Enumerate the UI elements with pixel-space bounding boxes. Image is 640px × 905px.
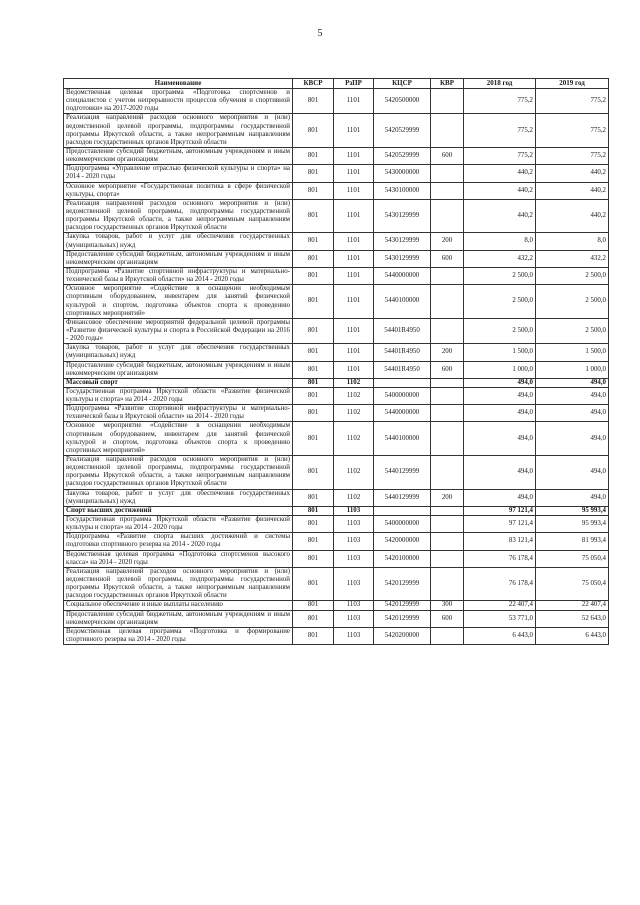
row-kvr xyxy=(431,267,464,284)
row-rzpr: 1103 xyxy=(334,601,374,610)
row-rzpr: 1101 xyxy=(334,267,374,284)
row-kvr xyxy=(431,550,464,567)
row-kcsr: 5400000000 xyxy=(374,516,431,533)
row-rzpr: 1103 xyxy=(334,516,374,533)
row-kvr: 300 xyxy=(431,601,464,610)
row-kcsr: 5440000000 xyxy=(374,405,431,422)
row-kcsr: 5420529999 xyxy=(374,114,431,148)
row-kvr: 600 xyxy=(431,250,464,267)
row-kvr xyxy=(431,422,464,456)
row-kvsr: 801 xyxy=(293,114,334,148)
row-kvsr: 801 xyxy=(293,250,334,267)
table-row xyxy=(64,378,609,387)
row-amount-2018: 494,0 xyxy=(464,378,536,387)
row-kvr xyxy=(431,182,464,199)
table-row xyxy=(64,610,609,627)
row-rzpr: 1101 xyxy=(334,199,374,233)
table-row xyxy=(64,405,609,422)
row-kvr xyxy=(431,567,464,601)
row-name: Государственная программа Иркутской области «Развитие физической культуры и спорта» на 2014 - 2020 годы xyxy=(64,387,293,404)
table-row xyxy=(64,285,609,319)
row-rzpr: 1102 xyxy=(334,387,374,404)
row-rzpr: 1101 xyxy=(334,114,374,148)
row-amount-2018: 494,0 xyxy=(464,489,536,506)
row-name: Реализация направлений расходов основного мероприятия и (или) ведомственной целевой программы, подпрограммы государственной программы Иркутской области, а также непрограммным направлениям расходов государственных органов Иркутской области xyxy=(64,456,293,490)
table-row xyxy=(64,147,609,164)
row-kvr xyxy=(431,114,464,148)
row-amount-2018: 775,2 xyxy=(464,89,536,114)
row-kcsr: 5420529999 xyxy=(374,147,431,164)
header-kvr: КВР xyxy=(431,79,464,89)
row-kcsr: 5440100000 xyxy=(374,422,431,456)
row-amount-2018: 494,0 xyxy=(464,456,536,490)
row-rzpr: 1102 xyxy=(334,422,374,456)
table-row xyxy=(64,550,609,567)
row-amount-2019: 8,0 xyxy=(536,233,609,250)
row-rzpr: 1103 xyxy=(334,506,374,515)
table-body xyxy=(64,89,609,645)
row-kvsr: 801 xyxy=(293,89,334,114)
header-kvsr: КВСР xyxy=(293,79,334,89)
row-kcsr: 5420200000 xyxy=(374,627,431,644)
row-kvsr: 801 xyxy=(293,489,334,506)
row-rzpr: 1102 xyxy=(334,378,374,387)
row-kvsr: 801 xyxy=(293,147,334,164)
page-number: 5 xyxy=(317,28,323,39)
row-kvsr: 801 xyxy=(293,165,334,182)
row-kcsr: 5430129999 xyxy=(374,250,431,267)
row-rzpr: 1101 xyxy=(334,165,374,182)
table-row xyxy=(64,344,609,361)
row-name: Ведомственная целевая программа «Подготовка спортсменов и специалистов с учетом непрерывности процессов обучения и спортивной подготовки» на 2017-2020 годы xyxy=(64,89,293,114)
row-kvsr: 801 xyxy=(293,567,334,601)
table-row xyxy=(64,387,609,404)
row-amount-2019: 775,2 xyxy=(536,114,609,148)
row-kvsr: 801 xyxy=(293,285,334,319)
row-rzpr: 1101 xyxy=(334,182,374,199)
row-kvr xyxy=(431,387,464,404)
row-amount-2018: 1 500,0 xyxy=(464,344,536,361)
row-amount-2018: 440,2 xyxy=(464,199,536,233)
table-row xyxy=(64,567,609,601)
row-rzpr: 1103 xyxy=(334,627,374,644)
row-amount-2019: 494,0 xyxy=(536,489,609,506)
table-row xyxy=(64,489,609,506)
row-amount-2018: 2 500,0 xyxy=(464,267,536,284)
row-amount-2019: 2 500,0 xyxy=(536,285,609,319)
row-kcsr: 5430000000 xyxy=(374,165,431,182)
row-amount-2019: 6 443,0 xyxy=(536,627,609,644)
row-kvr xyxy=(431,533,464,550)
row-amount-2018: 432,2 xyxy=(464,250,536,267)
row-amount-2018: 97 121,4 xyxy=(464,516,536,533)
row-amount-2019: 2 500,0 xyxy=(536,267,609,284)
row-kvsr: 801 xyxy=(293,627,334,644)
row-name: Предоставление субсидий бюджетным, автономным учреждениям и иным некоммерческим организациям xyxy=(64,610,293,627)
row-name: Закупка товаров, работ и услуг для обеспечения государственных (муниципальных) нужд xyxy=(64,344,293,361)
row-kcsr: 5440000000 xyxy=(374,267,431,284)
row-kcsr: 5430100000 xyxy=(374,182,431,199)
row-name: Ведомственная целевая программа «Подготовка спортсменов высокого класса» на 2014 - 2020 годы xyxy=(64,550,293,567)
row-amount-2019: 440,2 xyxy=(536,165,609,182)
row-amount-2019: 75 050,4 xyxy=(536,550,609,567)
row-name: Реализация направлений расходов основного мероприятия и (или) ведомственной целевой программы, подпрограммы государственной программы Иркутской области, а также непрограммным направлениям расходов государственных органов Иркутской области xyxy=(64,114,293,148)
row-amount-2018: 83 121,4 xyxy=(464,533,536,550)
row-name: Государственная программа Иркутской области «Развитие физической культуры и спорта» на 2014 - 2020 годы xyxy=(64,516,293,533)
row-kcsr: 5440129999 xyxy=(374,489,431,506)
row-kvsr: 801 xyxy=(293,267,334,284)
row-kvsr: 801 xyxy=(293,344,334,361)
row-rzpr: 1103 xyxy=(334,567,374,601)
header-2019: 2019 год xyxy=(536,79,609,89)
header-2018: 2018 год xyxy=(464,79,536,89)
row-name: Предоставление субсидий бюджетным, автономным учреждениям и иным некоммерческим организациям xyxy=(64,361,293,378)
row-amount-2018: 97 121,4 xyxy=(464,506,536,515)
row-kvsr: 801 xyxy=(293,199,334,233)
row-kcsr: 5420000000 xyxy=(374,533,431,550)
table-row xyxy=(64,89,609,114)
row-name: Реализация направлений расходов основного мероприятия и (или) ведомственной целевой программы, подпрограммы государственной программы Иркутской области, а также непрограммным направлениям расходов государственных органов Иркутской области xyxy=(64,567,293,601)
row-amount-2018: 494,0 xyxy=(464,405,536,422)
row-amount-2019: 494,0 xyxy=(536,405,609,422)
row-kvr xyxy=(431,516,464,533)
row-kvr: 200 xyxy=(431,489,464,506)
row-rzpr: 1101 xyxy=(334,147,374,164)
row-kvsr: 801 xyxy=(293,456,334,490)
row-name: Массовый спорт xyxy=(64,378,293,387)
row-kvsr: 801 xyxy=(293,361,334,378)
row-amount-2019: 1 500,0 xyxy=(536,344,609,361)
row-amount-2018: 22 407,4 xyxy=(464,601,536,610)
row-name: Предоставление субсидий бюджетным, автономным учреждениям и иным некоммерческим организациям xyxy=(64,147,293,164)
table-row xyxy=(64,456,609,490)
row-name: Основное мероприятие «Содействие в оснащении необходимым спортивным оборудованием, инвентарем для занятий физической культурой и спортом, подготовка объектов спорта к проведению спортивных мероприятий» xyxy=(64,422,293,456)
row-rzpr: 1101 xyxy=(334,285,374,319)
row-amount-2018: 494,0 xyxy=(464,387,536,404)
row-kvsr: 801 xyxy=(293,550,334,567)
table-row xyxy=(64,267,609,284)
row-amount-2018: 494,0 xyxy=(464,422,536,456)
row-kvr xyxy=(431,405,464,422)
row-rzpr: 1101 xyxy=(334,361,374,378)
table-row xyxy=(64,165,609,182)
row-name: Подпрограмма «Развитие спорта высших достижений и системы подготовки спортивного резерва на 2014 - 2020 годы xyxy=(64,533,293,550)
row-amount-2019: 494,0 xyxy=(536,387,609,404)
row-kvr xyxy=(431,165,464,182)
row-amount-2018: 53 771,0 xyxy=(464,610,536,627)
table-row xyxy=(64,182,609,199)
row-amount-2019: 775,2 xyxy=(536,89,609,114)
row-kcsr: 5440100000 xyxy=(374,285,431,319)
row-amount-2019: 775,2 xyxy=(536,147,609,164)
row-name: Социальное обеспечение и иные выплаты населению xyxy=(64,601,293,610)
row-kvr xyxy=(431,318,464,343)
row-amount-2018: 775,2 xyxy=(464,114,536,148)
table-row xyxy=(64,601,609,610)
row-amount-2019: 494,0 xyxy=(536,456,609,490)
table-row xyxy=(64,422,609,456)
row-kcsr: 54401R4950 xyxy=(374,318,431,343)
row-rzpr: 1101 xyxy=(334,344,374,361)
row-kvr: 600 xyxy=(431,610,464,627)
row-amount-2019: 95 993,4 xyxy=(536,516,609,533)
row-name: Ведомственная целевая программа «Подготовка и формирование спортивного резерва на 2014 - 2020 годы xyxy=(64,627,293,644)
row-amount-2018: 775,2 xyxy=(464,147,536,164)
row-rzpr: 1101 xyxy=(334,233,374,250)
row-kvsr: 801 xyxy=(293,378,334,387)
row-kcsr: 5420129999 xyxy=(374,601,431,610)
row-kcsr: 5420500000 xyxy=(374,89,431,114)
row-amount-2019: 2 500,0 xyxy=(536,318,609,343)
row-kvsr: 801 xyxy=(293,405,334,422)
row-rzpr: 1103 xyxy=(334,610,374,627)
row-kvsr: 801 xyxy=(293,233,334,250)
table-row xyxy=(64,114,609,148)
row-kvr xyxy=(431,506,464,515)
row-amount-2018: 76 178,4 xyxy=(464,550,536,567)
row-kvr xyxy=(431,199,464,233)
row-kvr xyxy=(431,456,464,490)
row-amount-2018: 1 000,0 xyxy=(464,361,536,378)
header-name: Наименование xyxy=(64,79,293,89)
row-amount-2018: 2 500,0 xyxy=(464,285,536,319)
row-amount-2018: 8,0 xyxy=(464,233,536,250)
table-row xyxy=(64,516,609,533)
row-kvr: 200 xyxy=(431,344,464,361)
row-rzpr: 1102 xyxy=(334,456,374,490)
row-name: Финансовое обеспечение мероприятий федеральной целевой программы «Развитие физической культуры и спорта в Российской Федерации на 2016 - 2020 годы» xyxy=(64,318,293,343)
row-kvr: 600 xyxy=(431,361,464,378)
row-kcsr: 5420129999 xyxy=(374,610,431,627)
row-name: Подпрограмма «Развитие спортивной инфраструктуры и материально- технической базы в Иркутской области» на 2014 - 2020 годы xyxy=(64,267,293,284)
row-name: Основное мероприятие «Государственная политика в сфере физической культуры, спорта» xyxy=(64,182,293,199)
table-row xyxy=(64,199,609,233)
row-amount-2019: 432,2 xyxy=(536,250,609,267)
row-amount-2018: 440,2 xyxy=(464,182,536,199)
row-amount-2019: 440,2 xyxy=(536,199,609,233)
row-amount-2019: 494,0 xyxy=(536,378,609,387)
table-row xyxy=(64,250,609,267)
row-amount-2019: 81 993,4 xyxy=(536,533,609,550)
table-row xyxy=(64,627,609,644)
row-name: Спорт высших достижений xyxy=(64,506,293,515)
row-kvr: 200 xyxy=(431,233,464,250)
row-kcsr: 5400000000 xyxy=(374,387,431,404)
row-kvr xyxy=(431,285,464,319)
row-kvsr: 801 xyxy=(293,601,334,610)
row-rzpr: 1103 xyxy=(334,550,374,567)
row-amount-2018: 440,2 xyxy=(464,165,536,182)
row-rzpr: 1101 xyxy=(334,318,374,343)
row-kvsr: 801 xyxy=(293,533,334,550)
row-rzpr: 1101 xyxy=(334,89,374,114)
row-rzpr: 1102 xyxy=(334,405,374,422)
row-kvr xyxy=(431,89,464,114)
row-rzpr: 1103 xyxy=(334,533,374,550)
row-kvsr: 801 xyxy=(293,610,334,627)
table-row xyxy=(64,533,609,550)
row-amount-2019: 95 993,4 xyxy=(536,506,609,515)
row-kcsr: 54401R4950 xyxy=(374,361,431,378)
row-amount-2019: 440,2 xyxy=(536,182,609,199)
row-amount-2019: 52 643,0 xyxy=(536,610,609,627)
row-amount-2019: 1 000,0 xyxy=(536,361,609,378)
row-kvsr: 801 xyxy=(293,516,334,533)
row-kvr xyxy=(431,378,464,387)
row-kvsr: 801 xyxy=(293,387,334,404)
row-kvsr: 801 xyxy=(293,506,334,515)
row-kcsr: 5430129999 xyxy=(374,199,431,233)
row-kcsr: 5420129999 xyxy=(374,567,431,601)
row-rzpr: 1101 xyxy=(334,250,374,267)
row-name: Закупка товаров, работ и услуг для обеспечения государственных (муниципальных) нужд xyxy=(64,489,293,506)
row-kcsr: 5420100000 xyxy=(374,550,431,567)
row-amount-2019: 494,0 xyxy=(536,422,609,456)
row-kvsr: 801 xyxy=(293,318,334,343)
row-kvsr: 801 xyxy=(293,182,334,199)
row-kcsr: 5440129999 xyxy=(374,456,431,490)
table-row xyxy=(64,318,609,343)
row-name: Подпрограмма «Развитие спортивной инфраструктуры и материально- технической базы в Иркутской области» на 2014 - 2020 годы xyxy=(64,405,293,422)
row-kcsr: 5430129999 xyxy=(374,233,431,250)
row-name: Основное мероприятие «Содействие в оснащении необходимым спортивным оборудованием, инвентарем для занятий физической культурой и спортом, подготовка объектов спорта к проведению спортивных мероприятий» xyxy=(64,285,293,319)
row-rzpr: 1102 xyxy=(334,489,374,506)
row-kcsr xyxy=(374,378,431,387)
row-kvr xyxy=(431,627,464,644)
row-amount-2018: 76 178,4 xyxy=(464,567,536,601)
row-name: Закупка товаров, работ и услуг для обеспечения государственных (муниципальных) нужд xyxy=(64,233,293,250)
row-kvr: 600 xyxy=(431,147,464,164)
row-kcsr: 54401R4950 xyxy=(374,344,431,361)
header-kcsr: КЦСР xyxy=(374,79,431,89)
table-row xyxy=(64,361,609,378)
row-name: Реализация направлений расходов основного мероприятия и (или) ведомственной целевой программы, подпрограммы государственной программы Иркутской области, а также непрограммным направлениям расходов государственных органов Иркутской области xyxy=(64,199,293,233)
header-rzpr: РзПР xyxy=(334,79,374,89)
row-amount-2018: 6 443,0 xyxy=(464,627,536,644)
table-row xyxy=(64,233,609,250)
budget-table xyxy=(63,78,609,645)
row-amount-2019: 22 407,4 xyxy=(536,601,609,610)
row-name: Подпрограмма «Управление отраслью физической культуры и спорта» на 2014 - 2020 годы xyxy=(64,165,293,182)
row-amount-2019: 75 050,4 xyxy=(536,567,609,601)
table-header-row xyxy=(64,79,609,89)
row-amount-2018: 2 500,0 xyxy=(464,318,536,343)
table-row xyxy=(64,506,609,515)
row-name: Предоставление субсидий бюджетным, автономным учреждениям и иным некоммерческим организациям xyxy=(64,250,293,267)
row-kvsr: 801 xyxy=(293,422,334,456)
row-kcsr xyxy=(374,506,431,515)
